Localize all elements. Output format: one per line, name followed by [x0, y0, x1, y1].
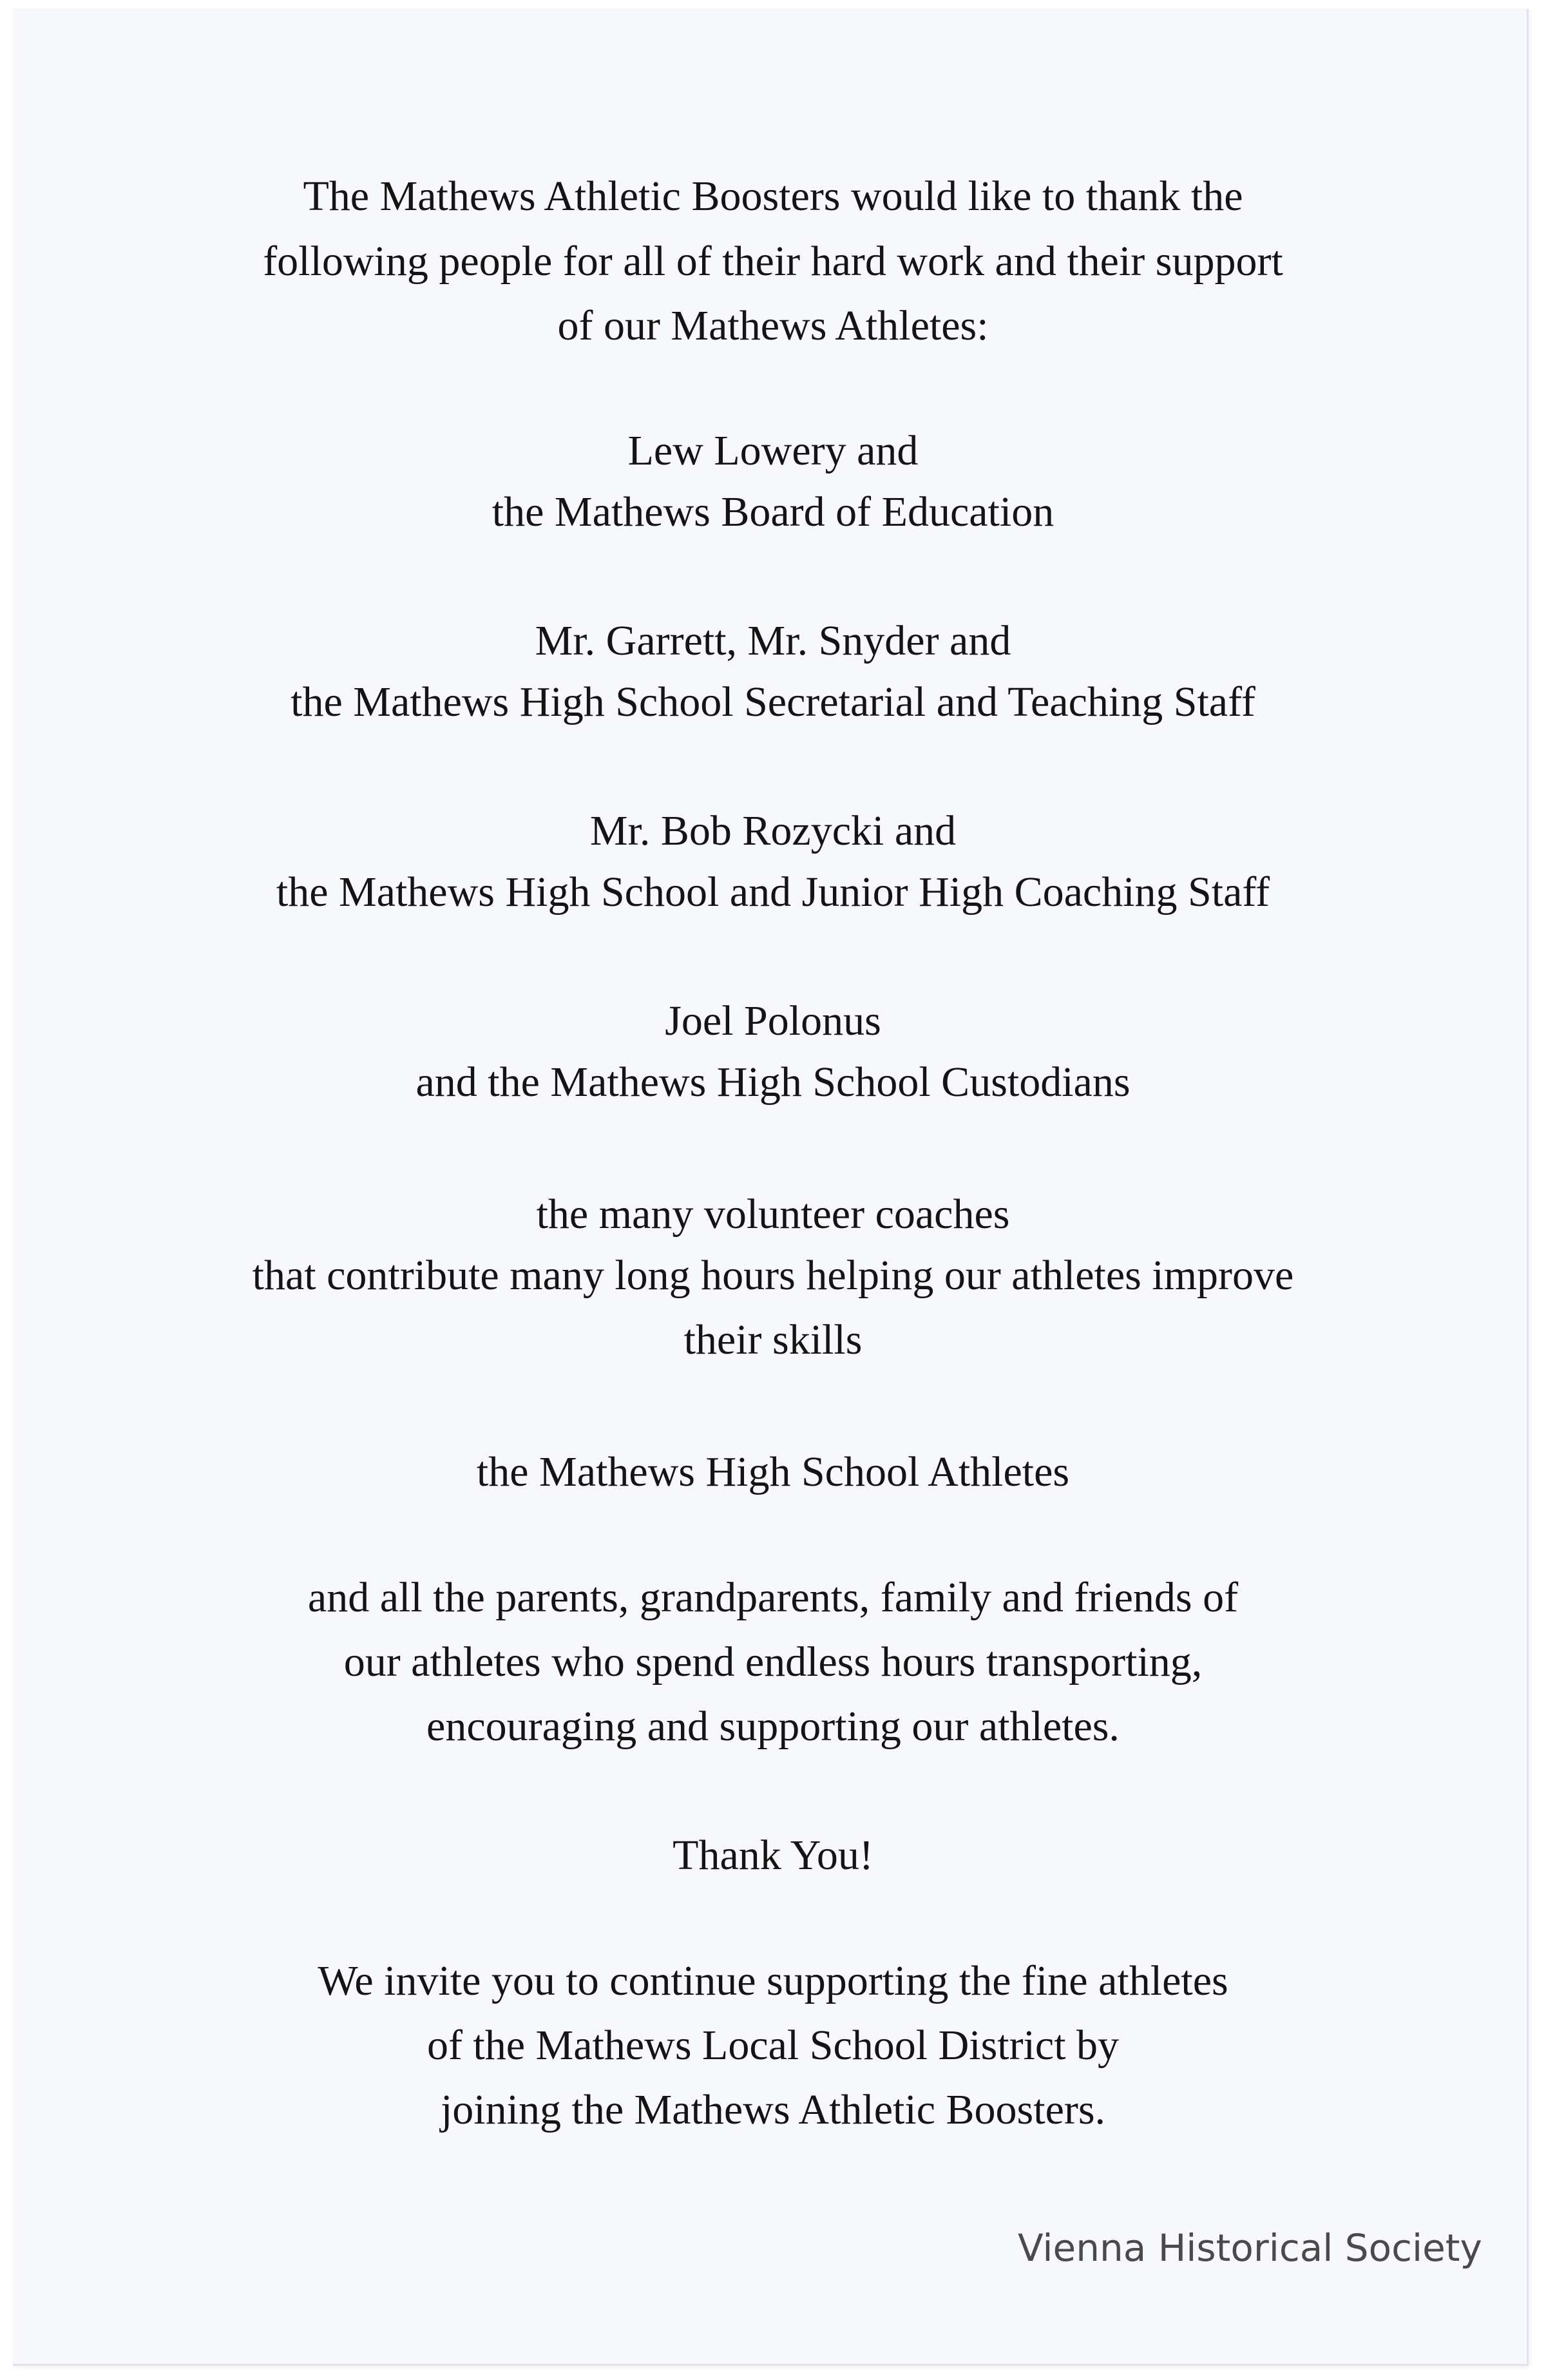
watermark-text: Vienna Historical Society — [1018, 2226, 1482, 2270]
invite-line-2: of the Mathews Local School District by — [426, 2022, 1120, 2069]
teaching-staff-line-2: the Mathews High School Secretarial and Teaching Staff — [291, 678, 1255, 725]
parents-line-2: our athletes who spend endless hours transporting, — [343, 1638, 1203, 1685]
parents-line-3: encouraging and supporting our athletes. — [426, 1703, 1120, 1750]
volunteer-coaches-line-3: their skills — [683, 1316, 863, 1363]
custodians-line-2: and the Mathews High School Custodians — [415, 1059, 1131, 1106]
invite-line-1: We invite you to continue supporting the fine athletes — [318, 1957, 1228, 2004]
coaching-staff-line-1: Mr. Bob Rozycki and — [589, 807, 957, 854]
volunteer-coaches-line-1: the many volunteer coaches — [536, 1191, 1010, 1238]
thank-you-heading: Thank You! — [673, 1832, 873, 1879]
coaching-staff-line-2: the Mathews High School and Junior High Coaching Staff — [276, 869, 1270, 916]
board-of-education-line-2: the Mathews Board of Education — [491, 488, 1055, 535]
teaching-staff-line-1: Mr. Garrett, Mr. Snyder and — [535, 617, 1011, 664]
intro-line-1: The Mathews Athletic Boosters would like to thank the — [303, 173, 1243, 220]
athletes-line: the Mathews High School Athletes — [476, 1448, 1070, 1495]
intro-line-2: following people for all of their hard work and their support — [263, 238, 1283, 285]
invite-line-3: joining the Mathews Athletic Boosters. — [440, 2086, 1106, 2133]
board-of-education-line-1: Lew Lowery and — [627, 427, 919, 474]
intro-line-3: of our Mathews Athletes: — [557, 302, 989, 349]
parents-line-1: and all the parents, grandparents, family and friends of — [307, 1574, 1239, 1621]
custodians-line-1: Joel Polonus — [665, 997, 881, 1044]
volunteer-coaches-line-2: that contribute many long hours helping our athletes improve — [252, 1252, 1294, 1299]
